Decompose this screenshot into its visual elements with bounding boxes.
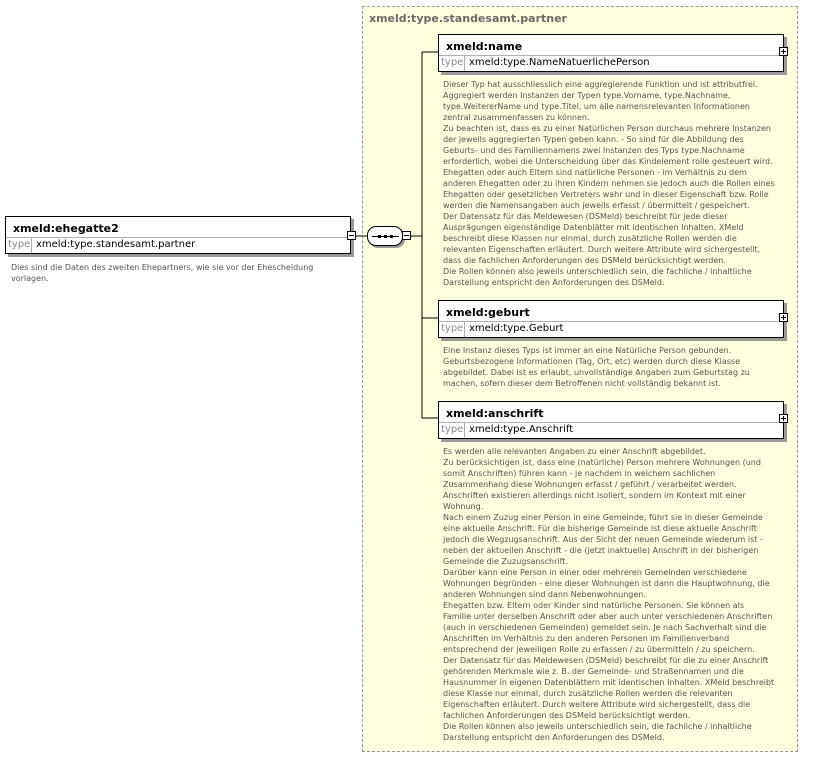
doc-line: Geburtsbezogene Informationen (Tag, Ort, etc) werden durch diese Klasse bbox=[443, 357, 740, 366]
doc-line: Wohnung. bbox=[443, 502, 484, 511]
child-type-row bbox=[439, 321, 783, 337]
plus-expander-icon[interactable] bbox=[779, 313, 788, 322]
doc-line: neben der aktuellen Anschrift - die (jetzt inaktuelle) Anschrift in der bisherigen bbox=[443, 546, 759, 555]
doc-line: Der Datensatz für das Meldewesen (DSMeld) beschreibt für die zu einer Anschrift bbox=[443, 656, 769, 665]
child-type-key: type bbox=[439, 322, 465, 337]
doc-line: Darüber kann eine Person in einer oder mehreren Gemeinden verschiedene bbox=[443, 568, 747, 577]
doc-line: gehörenden Merkmale wie z. B. der Gemeinde- und Straßennamen und die bbox=[443, 667, 744, 676]
doc-line: anderen Wohnungen sind dann Nebenwohnungen. bbox=[443, 590, 646, 599]
doc-line: (auch in verschiedenen Gemeinden) gemeldet sein. Je nach Sachverhalt sind die bbox=[443, 623, 767, 632]
child-element-geburt-box[interactable] bbox=[438, 300, 784, 338]
child-element-anschrift-box[interactable] bbox=[438, 401, 784, 439]
doc-line: Zu beachten ist, dass es zu einer Natürlichen Person durchaus mehrere Instanzen bbox=[443, 124, 771, 133]
doc-line: Familie unter derselben Anschrift oder aber auch unter verschiedenen Anschriften bbox=[443, 612, 773, 621]
doc-line: Zusammenhang diese Wohnungen erfasst / geführt / verarbeitet werden. bbox=[443, 480, 737, 489]
doc-line: Zu berücksichtigen ist, dass eine (natürliche) Person mehrere Wohnungen (und bbox=[443, 458, 761, 467]
doc-line: entsprechend der jeweiligen Rolle zu erfassen / zu übermitteln / zu speichern. bbox=[443, 645, 755, 654]
doc-line: Nach einem Zuzug einer Person in eine Gemeinde, führt sie in dieser Gemeinde bbox=[443, 513, 763, 522]
plus-expander-icon[interactable] bbox=[779, 414, 788, 423]
child-type-row bbox=[439, 422, 783, 438]
root-type-value: xmeld:type.standesamt.partner bbox=[36, 239, 196, 250]
doc-line: Die Rollen können also jeweils unterschiedlich sein, die fachliche / inhaltliche bbox=[443, 267, 752, 276]
type-group-title: xmeld:type.standesamt.partner bbox=[369, 12, 567, 25]
doc-line: anderen Ehegatten oder zu ihren Kindern nehmen sie jedoch auch die Rollen eines bbox=[443, 179, 775, 188]
doc-line: Es werden alle relevanten Angaben zu einer Anschrift abgebildet. bbox=[443, 447, 706, 456]
root-element-box[interactable] bbox=[5, 216, 351, 254]
child-element-name-box[interactable] bbox=[438, 34, 784, 72]
sequence-dots-icon bbox=[368, 227, 404, 247]
minus-expander-icon[interactable] bbox=[347, 231, 356, 240]
doc-line: zentral zusammenfassen zu können. bbox=[443, 113, 590, 122]
doc-line: dass die fachlichen Anforderungen des DSMeld berücksichtigt werden. bbox=[443, 256, 726, 265]
doc-line: Darstellung entspricht den Anforderungen des DSMeld. bbox=[443, 733, 665, 742]
root-doc bbox=[11, 262, 313, 284]
child-type-value: xmeld:type.Anschrift bbox=[469, 424, 574, 435]
root-type-key: type bbox=[6, 238, 32, 253]
doc-line: Hausnummer in eigenen Datenblättern mit identischen Inhalten. XMeld beschreibt bbox=[443, 678, 775, 687]
doc-line: machen, sofern dieser dem Betroffenen nicht vollständig bekannt ist. bbox=[443, 379, 721, 388]
child-type-value: xmeld:type.NameNatuerlichePerson bbox=[469, 57, 650, 68]
doc-line: type.WeitererName und type.Titel, um alle namensrelevanten Informationen bbox=[443, 102, 750, 111]
doc-line: eine aktuelle Anschrift. Für die bisherige Gemeinde ist diese aktuelle Anschrift bbox=[443, 524, 757, 533]
doc-line: somit Anschriften) führen kann - je nachdem in welchem sachlichen bbox=[443, 469, 716, 478]
doc-line: Darstellung entspricht den Anforderungen des DSMeld. bbox=[443, 278, 665, 287]
root-element-name: xmeld:ehegatte2 bbox=[13, 222, 119, 235]
minus-expander-icon[interactable] bbox=[402, 231, 411, 240]
child-type-row bbox=[439, 55, 783, 71]
doc-line: Aggregiert werden Instanzen der Typen type.Vorname, type.Nachname, bbox=[443, 91, 731, 100]
child-doc-name bbox=[443, 79, 775, 288]
doc-line: Eine Instanz dieses Typs ist immer an eine Natürliche Person gebunden. bbox=[443, 346, 732, 355]
doc-line: relevanten Eigenschaften erläutert. Durch weitere Attribute wird sichergestellt, bbox=[443, 245, 761, 254]
doc-line: Dieser Typ hat ausschliesslich eine aggregierende Funktion und ist attributfrei. bbox=[443, 80, 758, 89]
root-type-row bbox=[6, 237, 350, 253]
doc-line: Ehegatten bzw. Eltern oder Kinder sind natürliche Personen. Sie können als bbox=[443, 601, 745, 610]
child-type-value: xmeld:type.Geburt bbox=[469, 323, 564, 334]
doc-line: Gemeinde die Zuzugsanschrift. bbox=[443, 557, 568, 566]
doc-line: der jeweils aggregierten Typen geben kann. - So sind für die Abbildung des bbox=[443, 135, 744, 144]
doc-line: werden die Namensangaben auch jeweils erfasst / übermittelt / gespeichert. bbox=[443, 201, 750, 210]
doc-line: Der Datensatz für das Meldewesen (DSMeld) beschreibt für jede dieser bbox=[443, 212, 728, 221]
doc-line: Dies sind die Daten des zweiten Ehepartners, wie sie vor der Ehescheidung bbox=[11, 263, 314, 272]
doc-line: Geburts- und des Familiennamens zwei Instanzen des Typs type.Nachname bbox=[443, 146, 745, 155]
child-type-key: type bbox=[439, 423, 465, 438]
plus-expander-icon[interactable] bbox=[779, 47, 788, 56]
doc-line: Anschriften existieren allerdings nicht isoliert, sondern im Kontext mit einer bbox=[443, 491, 746, 500]
doc-line: fachlichen Anforderungen des DSMeld berücksichtigt werden. bbox=[443, 711, 691, 720]
child-element-name: xmeld:anschrift bbox=[446, 407, 544, 420]
doc-line: erforderlich, wobei die Unterscheidung über das Kindelement rolle gesteuert wird. bbox=[443, 157, 773, 166]
doc-line: diese Klasse nur einmal, durch zusätzliche Rollen werden die relevanten bbox=[443, 689, 733, 698]
child-element-name: xmeld:geburt bbox=[446, 306, 530, 319]
child-type-key: type bbox=[439, 56, 465, 71]
child-element-name: xmeld:name bbox=[446, 40, 523, 53]
sequence-compositor-icon[interactable] bbox=[367, 226, 403, 246]
child-doc-anschrift bbox=[443, 446, 774, 743]
doc-line: Ehegatten oder gesetzlichen Vertreters wahr und in dieser Eigenschaft bzw. Rolle bbox=[443, 190, 769, 199]
doc-line: jedoch die Wegzugsanschrift. Aus der Sicht der neuen Gemeinde wiederum ist - bbox=[443, 535, 763, 544]
doc-line: Ehegatten oder auch Eltern sind natürliche Personen - im Verhältnis zu dem bbox=[443, 168, 747, 177]
doc-line: abgebildet. Dabei ist es erlaubt, unvollständige Angaben zum Geburtstag zu bbox=[443, 368, 750, 377]
child-doc-geburt bbox=[443, 345, 750, 389]
doc-line: Anschriften im Verhältnis zu den anderen Personen im Familienverband bbox=[443, 634, 730, 643]
doc-line: beschreibt diese Klassen nur einmal, durch zusätzliche Rollen werden die bbox=[443, 234, 737, 243]
doc-line: Die Rollen können also jeweils unterschiedlich sein, die fachliche / inhaltliche bbox=[443, 722, 752, 731]
doc-line: Ausprägungen eigenständige Datenblätter mit identischen Inhalten. XMeld bbox=[443, 223, 744, 232]
doc-line: Wohnungen begründen - eine dieser Wohnungen ist dann die Hauptwohnung, die bbox=[443, 579, 770, 588]
doc-line: vorlagen. bbox=[11, 274, 49, 283]
doc-line: Eigenschaften erläutert. Durch weitere Attribute wird sichergestellt, dass die bbox=[443, 700, 751, 709]
